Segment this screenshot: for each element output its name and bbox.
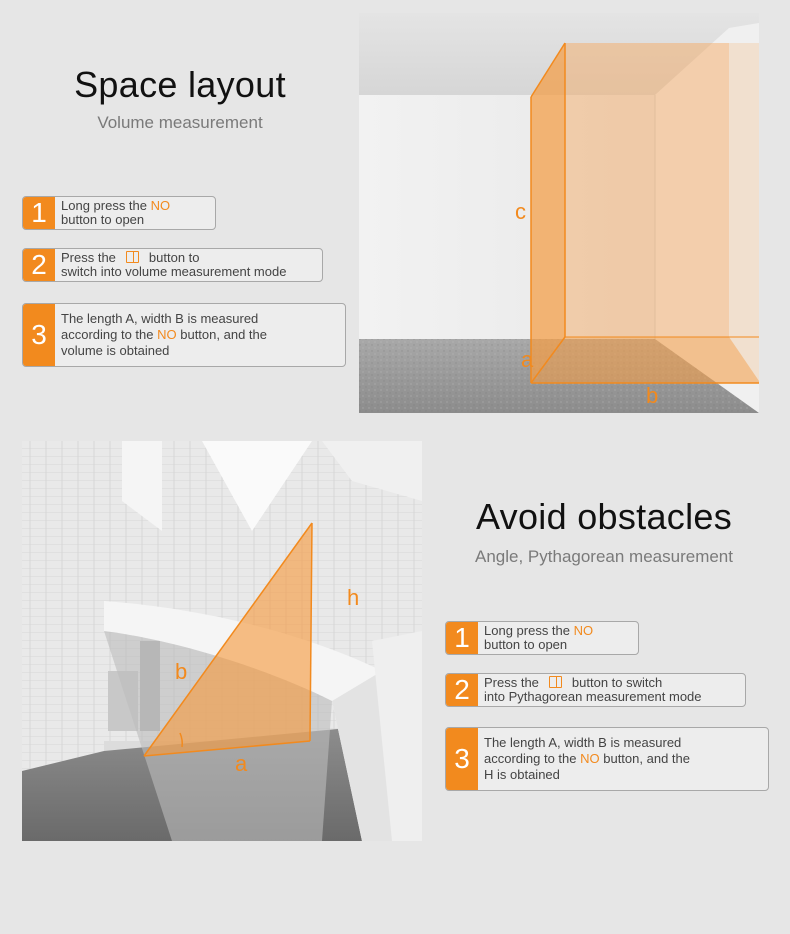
- section1-step-1: [22, 196, 216, 230]
- section1-title: Space layout: [74, 64, 286, 105]
- section2-step-2: [445, 673, 746, 707]
- step-text: button to open: [61, 212, 145, 227]
- step-number: 2: [446, 674, 478, 706]
- step-number: 1: [23, 197, 55, 229]
- section2-title: Avoid obstacles: [476, 496, 732, 537]
- stair-photo: [22, 441, 422, 841]
- label-h: h: [347, 585, 360, 610]
- room-photo: [359, 13, 759, 413]
- no-button-highlight: NO: [573, 623, 594, 638]
- step-number: 3: [23, 304, 55, 366]
- no-button-highlight: NO: [150, 198, 171, 213]
- step-text: button to switch: [571, 675, 663, 690]
- section1-step-2: [22, 248, 323, 282]
- label-a: a: [521, 347, 534, 372]
- step-text: Press the: [484, 675, 539, 690]
- no-button-highlight: NO: [580, 751, 600, 766]
- step-text: button to open: [484, 637, 568, 652]
- step-text: Long press the: [61, 198, 151, 213]
- step-text: H is obtained: [484, 767, 560, 782]
- step-text: Press the: [61, 250, 116, 265]
- section2-step-1: [445, 621, 639, 655]
- step-text: according to the: [61, 327, 158, 342]
- section1-subtitle: Volume measurement: [97, 113, 263, 132]
- section2-step-3: [445, 727, 769, 791]
- step-text: into Pythagorean measurement mode: [484, 689, 702, 704]
- volume-mode-icon: [126, 251, 139, 263]
- step-text: according to the: [484, 751, 581, 766]
- step-text: The length A, width B is measured: [61, 311, 259, 326]
- step-text: volume is obtained: [61, 343, 170, 358]
- pythagorean-mode-icon: [549, 676, 562, 688]
- step-text: button, and the: [599, 751, 690, 766]
- label-b: b: [646, 383, 659, 408]
- section1-step-3: [22, 303, 346, 367]
- step-text: The length A, width B is measured: [484, 735, 682, 750]
- step-number: 2: [23, 249, 55, 281]
- step-text: button to: [148, 250, 200, 265]
- label-b: b: [175, 659, 188, 684]
- label-c: c: [515, 199, 526, 224]
- step-text: Long press the: [484, 623, 574, 638]
- step-number: 1: [446, 622, 478, 654]
- step-number: 3: [446, 728, 478, 790]
- label-a: a: [235, 751, 248, 776]
- step-text: button, and the: [176, 327, 267, 342]
- no-button-highlight: NO: [157, 327, 177, 342]
- section2-subtitle: Angle, Pythagorean measurement: [475, 547, 733, 566]
- step-text: switch into volume measurement mode: [61, 264, 287, 279]
